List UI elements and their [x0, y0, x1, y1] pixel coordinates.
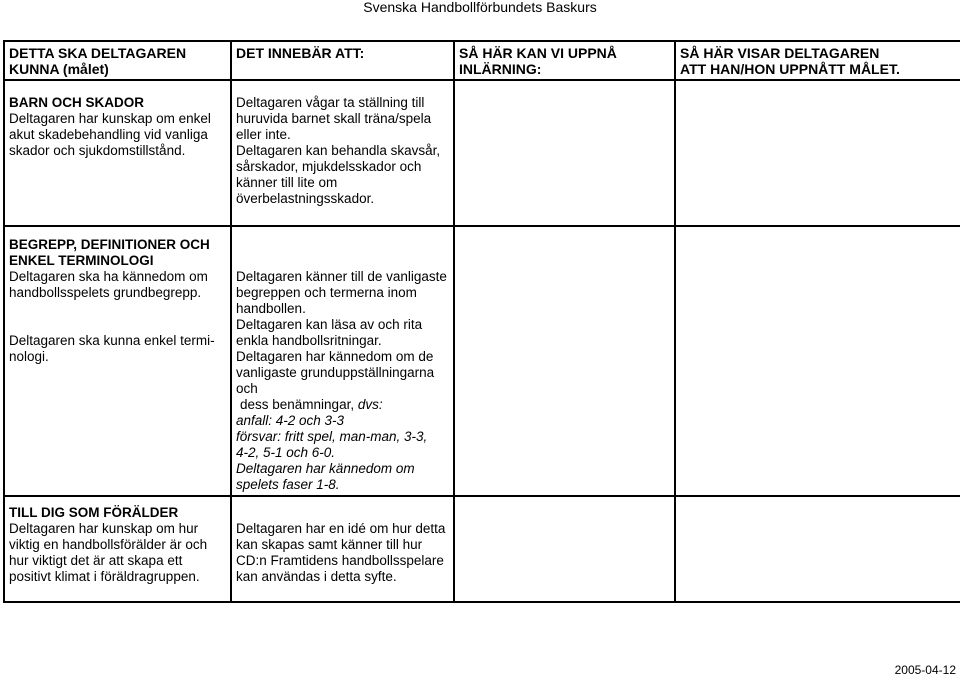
row-3-goal-text: Deltagaren har kunskap om hur viktig en handbollsförälder är och hur viktigt det är att skapa ett positivt klimat i föräldragruppen. [9, 521, 208, 584]
column-header-learning [454, 41, 675, 80]
row-3-goal-title: TILL DIG SOM FÖRÄLDER [9, 505, 179, 520]
row-2-means-cell [231, 226, 454, 496]
course-table [3, 40, 960, 603]
column-header-means [231, 41, 454, 80]
row-2-goal-text-2: Deltagaren ska kunna enkel termi-nologi. [9, 333, 215, 364]
row-1-means-2: Deltagaren kan behandla skavsår, sårskador, mjukdelsskador och känner till lite om överbelastningsskador. [236, 143, 441, 206]
row-1-means-cell [231, 80, 454, 226]
row-2-goal-title: BEGREPP, DEFINITIONER OCH ENKEL TERMINOLOGI [9, 237, 210, 268]
table-row [4, 226, 960, 496]
row-3-evidence-cell [675, 496, 960, 602]
row-2-means-4-italic: dvs: [357, 397, 383, 412]
row-3-learning-cell [454, 496, 675, 602]
row-3-means-cell [231, 496, 454, 602]
table-row [4, 496, 960, 602]
row-2-means-3: Deltagaren har kännedom om de vanligaste grunduppställningarna och [236, 349, 435, 396]
row-2-evidence-cell [675, 226, 960, 496]
column-header-means-text: DET INNEBÄR ATT: [236, 45, 365, 61]
column-header-evidence-text: SÅ HÄR VISAR DELTAGAREN ATT HAN/HON UPPNÅTT MÅLET. [680, 45, 900, 77]
row-1-goal-cell [4, 80, 231, 226]
column-header-goal-text: DETTA SKA DELTAGAREN KUNNA (målet) [9, 45, 187, 77]
row-2-means-5: anfall: 4-2 och 3-3 [236, 413, 345, 428]
row-2-means-4: dess benämningar, [240, 397, 355, 412]
row-2-means-4-line [236, 397, 449, 413]
row-2-means-1: Deltagaren känner till de vanligaste begreppen och termerna inom handbollen. [236, 269, 447, 316]
row-2-means-2: Deltagaren kan läsa av och rita enkla handbollsritningar. [236, 317, 423, 348]
row-2-means-9: spelets faser 1-8. [236, 477, 340, 492]
row-2-means-6: försvar: fritt spel, man-man, 3-3, [236, 429, 428, 444]
column-header-evidence [675, 41, 960, 80]
row-2-goal-cell [4, 226, 231, 496]
footer-date: 2005-04-12 [894, 663, 956, 677]
column-header-learning-text: SÅ HÄR KAN VI UPPNÅ INLÄRNING: [459, 45, 617, 77]
table-row [4, 80, 960, 226]
row-2-goal-text-1: Deltagaren ska ha kännedom om handbollsspelets grundbegrepp. [9, 269, 208, 300]
table-header-row [4, 41, 960, 80]
page-header-title: Svenska Handbollförbundets Baskurs [363, 0, 597, 15]
row-1-means-1: Deltagaren vågar ta ställning till huruvida barnet skall träna/spela eller inte. [236, 95, 432, 142]
row-2-learning-cell [454, 226, 675, 496]
row-1-goal-text: Deltagaren har kunskap om enkel akut skadebehandling vid vanliga skador och sjukdomstillstånd. [9, 111, 211, 158]
row-2-means-7: 4-2, 5-1 och 6-0. [236, 445, 336, 460]
row-1-goal-title: BARN OCH SKADOR [9, 95, 144, 110]
row-3-goal-cell [4, 496, 231, 602]
row-1-learning-cell [454, 80, 675, 226]
column-header-goal [4, 41, 231, 80]
row-2-means-8: Deltagaren har kännedom om [236, 461, 415, 476]
row-1-evidence-cell [675, 80, 960, 226]
row-3-means-1: Deltagaren har en idé om hur detta kan skapas samt känner till hur CD:n Framtidens handbollsspelare kan användas i detta syfte. [236, 521, 446, 584]
